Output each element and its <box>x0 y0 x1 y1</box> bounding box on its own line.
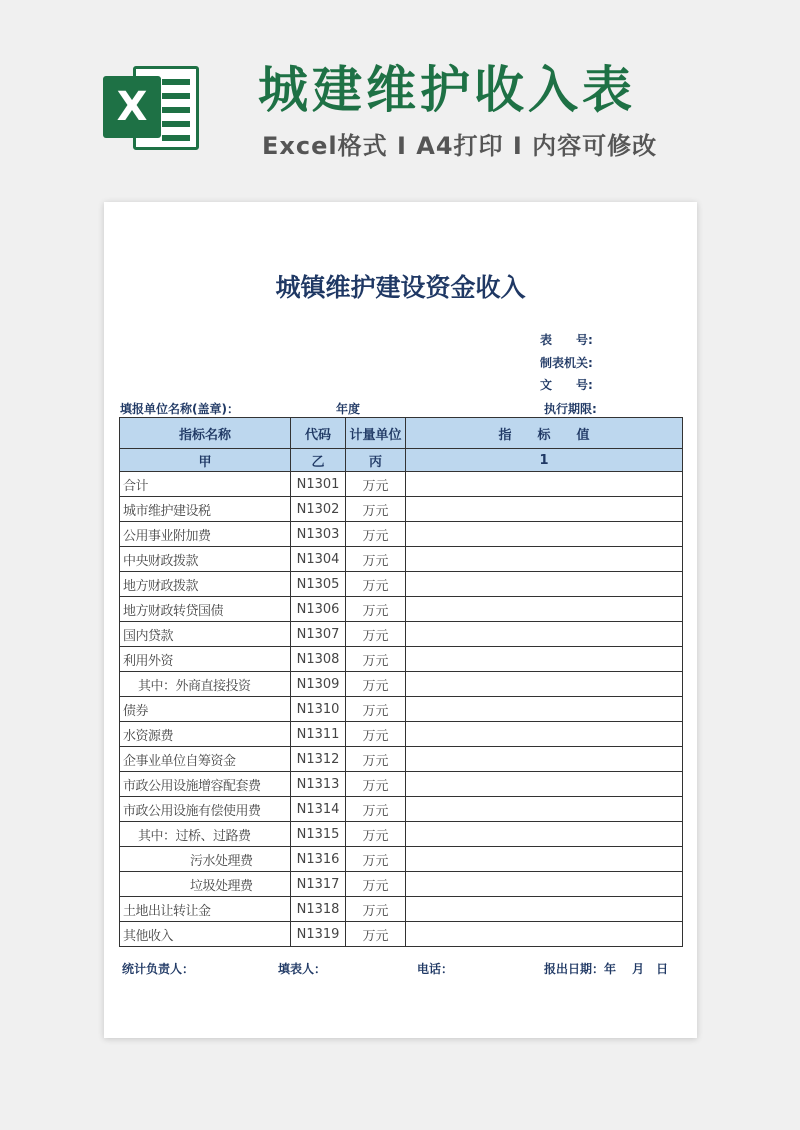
document-number-label: 文 号: <box>540 378 593 392</box>
row-indicator-name: 其中：过桥、过路费 <box>120 822 291 847</box>
subheader-yi: 乙 <box>291 449 346 472</box>
row-code: N1311 <box>291 722 346 747</box>
row-unit: 万元 <box>346 472 406 497</box>
table-row <box>120 872 683 897</box>
row-value-cell[interactable] <box>406 647 683 672</box>
report-date-label: 报出日期：年 月 日 <box>544 962 669 976</box>
phone-label: 电话： <box>417 962 454 976</box>
row-value-cell[interactable] <box>406 547 683 572</box>
table-row <box>120 797 683 822</box>
row-value-cell[interactable] <box>406 772 683 797</box>
row-unit: 万元 <box>346 572 406 597</box>
row-value-cell[interactable] <box>406 522 683 547</box>
row-unit: 万元 <box>346 497 406 522</box>
row-indicator-name: 公用事业附加费 <box>120 522 291 547</box>
subheader-bing: 丙 <box>346 449 406 472</box>
row-code: N1314 <box>291 797 346 822</box>
table-row <box>120 822 683 847</box>
row-indicator-name: 其他收入 <box>120 922 291 947</box>
row-unit: 万元 <box>346 722 406 747</box>
row-indicator-name: 市政公用设施增容配套费 <box>120 772 291 797</box>
row-value-cell[interactable] <box>406 497 683 522</box>
stats-lead-label: 统计负责人： <box>122 962 195 976</box>
row-code: N1310 <box>291 697 346 722</box>
table-row <box>120 472 683 497</box>
table-row <box>120 597 683 622</box>
row-value-cell[interactable] <box>406 697 683 722</box>
row-indicator-name: 合计 <box>120 472 291 497</box>
row-indicator-name: 其中：外商直接投资 <box>120 672 291 697</box>
row-unit: 万元 <box>346 522 406 547</box>
table-subheader-row <box>120 449 683 472</box>
row-value-cell[interactable] <box>406 622 683 647</box>
row-unit: 万元 <box>346 922 406 947</box>
header-unit: 计量单位 <box>346 418 406 449</box>
row-code: N1319 <box>291 922 346 947</box>
row-code: N1302 <box>291 497 346 522</box>
table-number-label: 表 号: <box>540 333 593 347</box>
table-row <box>120 672 683 697</box>
row-code: N1312 <box>291 747 346 772</box>
row-unit: 万元 <box>346 697 406 722</box>
row-code: N1317 <box>291 872 346 897</box>
row-indicator-name: 城市维护建设税 <box>120 497 291 522</box>
table-row <box>120 897 683 922</box>
table-row <box>120 622 683 647</box>
row-indicator-name: 地方财政转贷国债 <box>120 597 291 622</box>
row-indicator-name: 中央财政拨款 <box>120 547 291 572</box>
row-code: N1308 <box>291 647 346 672</box>
row-unit: 万元 <box>346 772 406 797</box>
table-row <box>120 497 683 522</box>
document-page <box>104 202 697 1038</box>
row-indicator-name: 土地出让转让金 <box>120 897 291 922</box>
row-unit: 万元 <box>346 622 406 647</box>
page-title: 城建维护收入表 <box>258 61 636 119</box>
header-indicator-name: 指标名称 <box>120 418 291 449</box>
row-indicator-name: 债券 <box>120 697 291 722</box>
table-row <box>120 747 683 772</box>
table-row <box>120 722 683 747</box>
exec-period-label: 执行期限: <box>544 402 597 416</box>
row-indicator-name: 污水处理费 <box>120 847 291 872</box>
row-unit: 万元 <box>346 647 406 672</box>
row-unit: 万元 <box>346 547 406 572</box>
row-unit: 万元 <box>346 822 406 847</box>
table-row <box>120 922 683 947</box>
row-value-cell[interactable] <box>406 672 683 697</box>
row-code: N1301 <box>291 472 346 497</box>
row-code: N1305 <box>291 572 346 597</box>
row-unit: 万元 <box>346 872 406 897</box>
row-indicator-name: 企事业单位自筹资金 <box>120 747 291 772</box>
row-indicator-name: 水资源费 <box>120 722 291 747</box>
page-subtitle: Excel格式 I A4打印 I 内容可修改 <box>262 132 658 160</box>
row-unit: 万元 <box>346 897 406 922</box>
row-code: N1313 <box>291 772 346 797</box>
table-row <box>120 547 683 572</box>
row-unit: 万元 <box>346 672 406 697</box>
table-row <box>120 772 683 797</box>
subheader-col-1: 1 <box>406 449 683 472</box>
year-label: 年度 <box>336 402 361 416</box>
row-code: N1316 <box>291 847 346 872</box>
row-code: N1304 <box>291 547 346 572</box>
row-value-cell[interactable] <box>406 747 683 772</box>
table-row <box>120 847 683 872</box>
row-code: N1309 <box>291 672 346 697</box>
row-indicator-name: 市政公用设施有偿使用费 <box>120 797 291 822</box>
income-table <box>119 417 683 947</box>
row-code: N1318 <box>291 897 346 922</box>
row-indicator-name: 国内贷款 <box>120 622 291 647</box>
table-row <box>120 647 683 672</box>
document-title: 城镇维护建设资金收入 <box>275 273 526 302</box>
header-value: 指 标 值 <box>406 418 683 449</box>
row-unit: 万元 <box>346 847 406 872</box>
row-code: N1303 <box>291 522 346 547</box>
row-indicator-name: 利用外资 <box>120 647 291 672</box>
row-value-cell[interactable] <box>406 572 683 597</box>
subheader-jia: 甲 <box>120 449 291 472</box>
row-value-cell[interactable] <box>406 847 683 872</box>
excel-logo-icon <box>103 58 203 158</box>
row-unit: 万元 <box>346 747 406 772</box>
row-code: N1306 <box>291 597 346 622</box>
header-code: 代码 <box>291 418 346 449</box>
row-value-cell[interactable] <box>406 797 683 822</box>
logo-letter: X <box>103 76 161 138</box>
row-value-cell[interactable] <box>406 822 683 847</box>
table-row <box>120 697 683 722</box>
row-value-cell[interactable] <box>406 472 683 497</box>
row-value-cell[interactable] <box>406 872 683 897</box>
row-value-cell[interactable] <box>406 597 683 622</box>
row-code: N1315 <box>291 822 346 847</box>
fill-unit-label: 填报单位名称(盖章)： <box>120 402 239 416</box>
filler-label: 填表人： <box>278 962 327 976</box>
row-unit: 万元 <box>346 797 406 822</box>
row-value-cell[interactable] <box>406 722 683 747</box>
row-code: N1307 <box>291 622 346 647</box>
row-value-cell[interactable] <box>406 922 683 947</box>
row-indicator-name: 垃圾处理费 <box>120 872 291 897</box>
table-header-row <box>120 418 683 449</box>
row-value-cell[interactable] <box>406 897 683 922</box>
row-unit: 万元 <box>346 597 406 622</box>
issuing-authority-label: 制表机关: <box>540 356 593 370</box>
table-row <box>120 572 683 597</box>
table-row <box>120 522 683 547</box>
row-indicator-name: 地方财政拨款 <box>120 572 291 597</box>
